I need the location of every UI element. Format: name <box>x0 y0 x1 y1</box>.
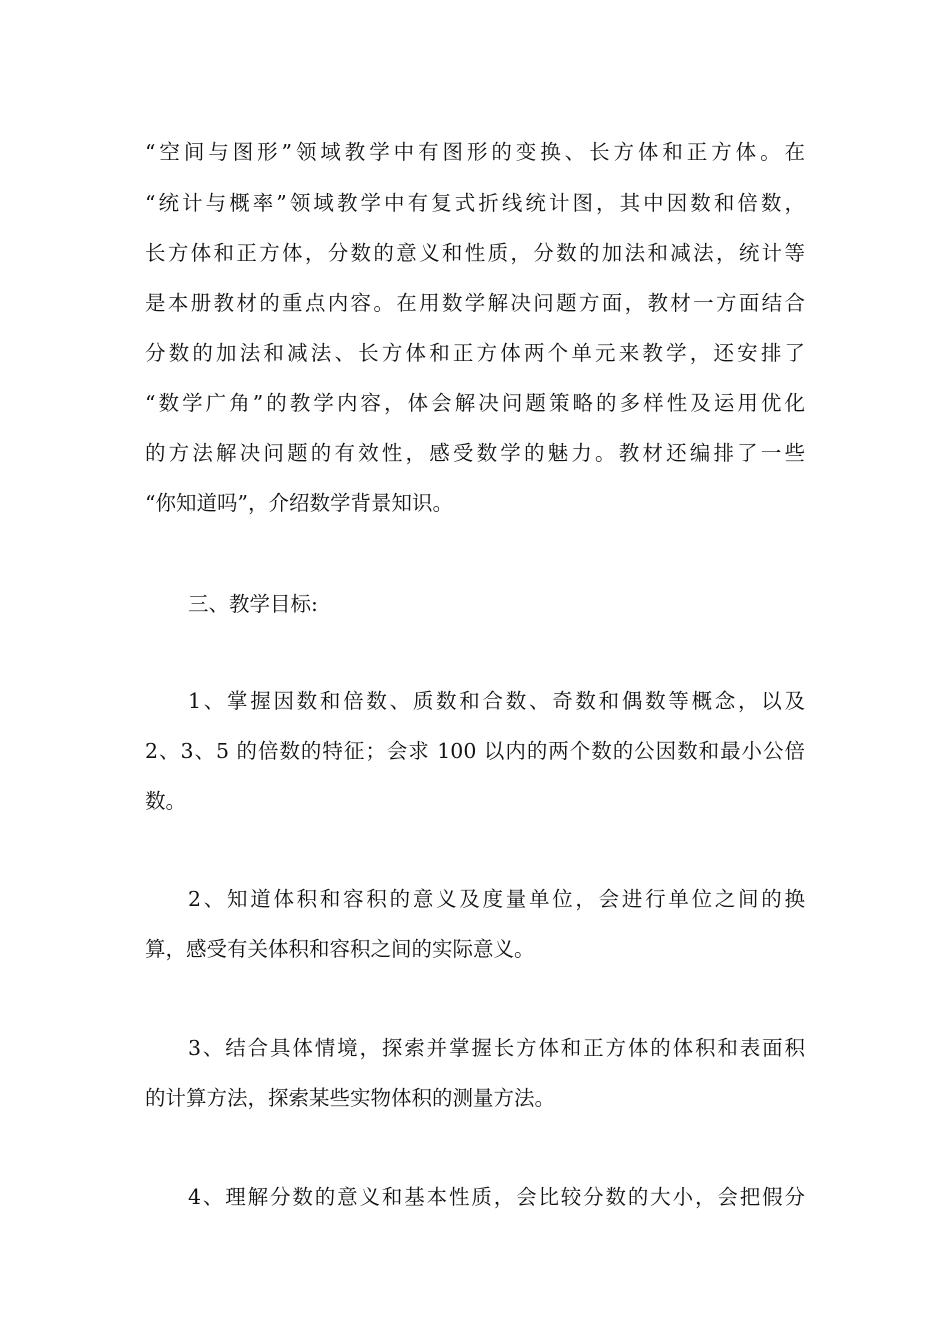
goal-3-line-2: 的计算方法，探索某些实物体积的测量方法。 <box>145 1086 555 1110</box>
goal-1-line-1: 1、掌握因数和倍数、质数和合数、奇数和偶数等概念，以及 <box>188 689 805 713</box>
intro-line-4: 是本册教材的重点内容。在用数学解决问题方面，教材一方面结合 <box>145 291 805 315</box>
intro-line-1: “空间与图形”领域教学中有图形的变换、长方体和正方体。在 <box>145 140 805 164</box>
intro-line-5: 分数的加法和减法、长方体和正方体两个单元来教学，还安排了 <box>145 341 805 365</box>
intro-line-3: 长方体和正方体，分数的意义和性质，分数的加法和减法，统计等 <box>145 241 805 265</box>
intro-line-8: “你知道吗”，介绍数学背景知识。 <box>145 491 453 515</box>
intro-line-6: “数学广角”的教学内容，体会解决问题策略的多样性及运用优化 <box>145 391 805 415</box>
intro-line-2: “统计与概率”领域教学中有复式折线统计图，其中因数和倍数， <box>145 191 805 215</box>
goal-3-line-1: 3、结合具体情境，探索并掌握长方体和正方体的体积和表面积 <box>188 1036 805 1060</box>
section-heading: 三、教学目标: <box>188 592 318 616</box>
intro-line-7: 的方法解决问题的有效性，感受数学的魅力。教材还编排了一些 <box>145 441 805 465</box>
goal-2-line-2: 算，感受有关体积和容积之间的实际意义。 <box>145 937 535 961</box>
goal-1-line-3: 数。 <box>145 789 186 813</box>
goal-2-line-1: 2、知道体积和容积的意义及度量单位，会进行单位之间的换 <box>188 887 805 911</box>
goal-1-line-2: 2、3、5 的倍数的特征；会求 100 以内的两个数的公因数和最小公倍 <box>145 739 805 763</box>
goal-4-line-1: 4、理解分数的意义和基本性质，会比较分数的大小，会把假分 <box>188 1185 805 1209</box>
